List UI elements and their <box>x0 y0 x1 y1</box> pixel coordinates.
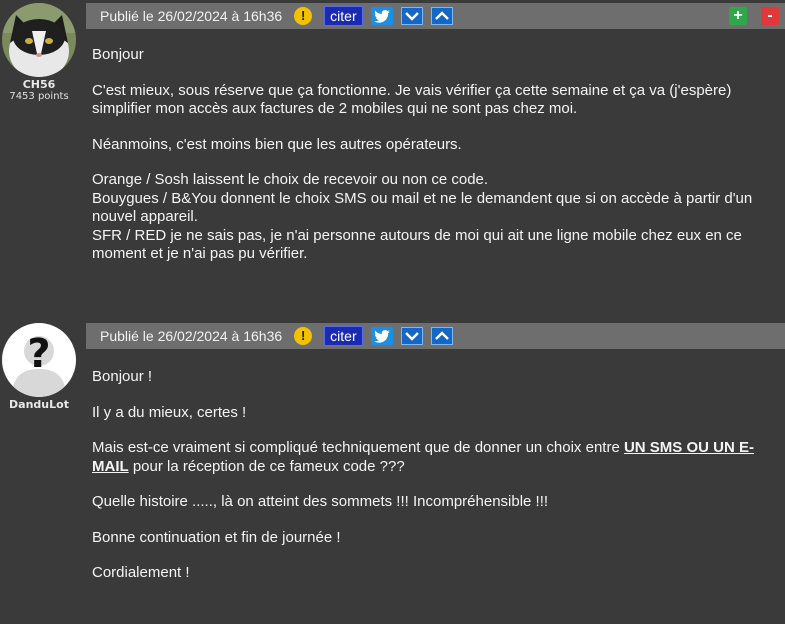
post-author <box>0 320 78 411</box>
post-paragraph: Quelle histoire ....., là on atteint des sommets !!! Incompréhensible !!! <box>92 493 549 510</box>
post-paragraph: Il y a du mieux, certes ! <box>92 403 247 421</box>
chevron-down-icon <box>405 331 419 341</box>
author-name[interactable]: DanduLot <box>9 398 69 411</box>
post-paragraph <box>92 439 772 476</box>
scroll-up-button[interactable] <box>431 7 453 25</box>
forum-post <box>0 0 785 300</box>
cat-avatar-icon <box>2 3 76 77</box>
post-text: Mais est-ce vraiment si compliqué techniquement que de donner un choix entre <box>92 439 624 456</box>
scroll-down-button[interactable] <box>401 7 423 25</box>
forum-post <box>0 320 785 624</box>
scroll-up-button[interactable] <box>431 327 453 345</box>
twitter-bird-icon <box>374 10 390 23</box>
post-paragraph: Bonne continuation et fin de journée ! <box>92 528 341 546</box>
exclamation-circle-icon[interactable]: ! <box>294 7 312 25</box>
post-paragraph: Néanmoins, c'est moins bien que les autres opérateurs. <box>92 135 462 153</box>
avatar[interactable] <box>2 323 76 397</box>
post-content <box>92 368 772 600</box>
twitter-share-button[interactable] <box>371 327 393 345</box>
chevron-up-icon <box>435 331 449 341</box>
post-paragraph: Bonjour <box>92 46 144 63</box>
author-name[interactable]: CH56 <box>22 78 56 91</box>
post-paragraph: Bonjour ! <box>92 368 153 385</box>
twitter-bird-icon <box>374 330 390 343</box>
twitter-share-button[interactable] <box>371 7 393 25</box>
post-line: Bouygues / B&You donnent le choix SMS ou mail et ne le demandent que si on accède à partir d'un nouvel appareil. <box>92 189 753 225</box>
avatar[interactable] <box>2 3 76 77</box>
quote-button[interactable]: citer <box>324 6 362 26</box>
post-paragraph: C'est mieux, sous réserve que ça fonctionne. Je vais vérifier ça cette semaine et ça va (j'espère) simplifier mon accès aux factures de 2 mobiles qui ne sont pas chez moi. <box>92 81 732 117</box>
post-line: Orange / Sosh laissent le choix de recevoir ou non ce code. <box>92 171 489 188</box>
scroll-down-button[interactable] <box>401 327 423 345</box>
upvote-button[interactable]: + <box>729 7 747 25</box>
post-text: pour la réception de ce fameux code ??? <box>128 457 405 475</box>
exclamation-circle-icon[interactable]: ! <box>294 327 312 345</box>
downvote-button[interactable]: - <box>761 7 779 25</box>
anonymous-avatar-icon <box>2 323 76 397</box>
post-author <box>0 0 78 102</box>
chevron-down-icon <box>405 11 419 21</box>
post-paragraph <box>92 171 772 264</box>
post-content <box>92 46 772 281</box>
post-header <box>86 323 785 349</box>
author-points: 7453 points <box>9 91 69 102</box>
post-date: Publié le 26/02/2024 à 16h36 <box>100 8 283 24</box>
chevron-up-icon <box>435 11 449 21</box>
post-line: SFR / RED je ne sais pas, je n'ai personne autours de moi qui ait une ligne mobile chez eux en ce moment et je n'ai pas pu vérifier. <box>92 226 742 262</box>
post-header <box>86 3 785 29</box>
emphasized-text: UN SMS OU UN E-MAIL <box>92 439 754 475</box>
svg-text:?: ? <box>27 331 51 377</box>
vote-buttons <box>729 7 785 25</box>
quote-button[interactable]: citer <box>324 326 362 346</box>
post-paragraph: Cordialement ! <box>92 564 190 581</box>
post-date: Publié le 26/02/2024 à 16h36 <box>100 328 283 344</box>
